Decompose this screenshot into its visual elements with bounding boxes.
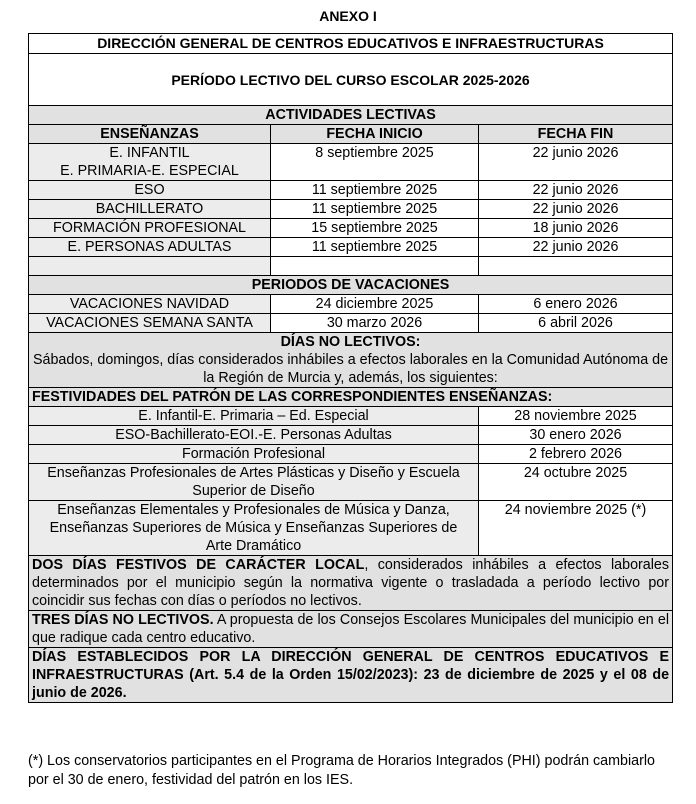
ensenanza-cell: E. PERSONAS ADULTAS bbox=[29, 238, 271, 257]
fecha-inicio-cell: 15 septiembre 2025 bbox=[271, 219, 479, 238]
festividad-name-cell: Enseñanzas Elementales y Profesionales de Música y Danza, Enseñanzas Superiores de Música y Enseñanzas Superiores de Arte Dramático bbox=[29, 501, 479, 556]
fecha-inicio-cell: 24 diciembre 2025 bbox=[271, 295, 479, 314]
empty-cell bbox=[29, 257, 271, 276]
table-row bbox=[29, 407, 673, 426]
table-row bbox=[29, 464, 673, 501]
table-row bbox=[29, 219, 673, 238]
fecha-inicio-cell: 30 marzo 2026 bbox=[271, 314, 479, 333]
actividades-section-title: ACTIVIDADES LECTIVAS bbox=[29, 106, 673, 125]
empty-row bbox=[29, 257, 673, 276]
vacacion-name-cell: VACACIONES NAVIDAD bbox=[29, 295, 271, 314]
table-row bbox=[29, 238, 673, 257]
tres-dias-heading: TRES DÍAS NO LECTIVOS. bbox=[32, 612, 214, 628]
column-header-ensenanzas: ENSEÑANZAS bbox=[29, 125, 271, 144]
dos-dias-text: , considerados inhábiles a efectos laborales determinados por el municipio según la normativa vigente o trasladada a período lectivo por coincidir sus fechas con días o períodos no lectivos. bbox=[32, 557, 670, 609]
table-row bbox=[29, 501, 673, 556]
vacacion-name-cell: VACACIONES SEMANA SANTA bbox=[29, 314, 271, 333]
school-calendar-table bbox=[28, 33, 673, 703]
direction-title: DIRECCIÓN GENERAL DE CENTROS EDUCATIVOS E INFRAESTRUCTURAS bbox=[29, 34, 673, 54]
tres-dias-text: A propuesta de los Consejos Escolares Municipales del municipio en el que radique cada centro educativo. bbox=[32, 612, 669, 646]
table-row bbox=[29, 426, 673, 445]
dos-dias-locales-cell bbox=[29, 556, 673, 611]
fecha-fin-cell: 18 junio 2026 bbox=[479, 219, 673, 238]
table-row bbox=[29, 445, 673, 464]
ensenanza-cell: FORMACIÓN PROFESIONAL bbox=[29, 219, 271, 238]
no-lectivos-cell bbox=[29, 333, 673, 388]
festividad-name-cell: Enseñanzas Profesionales de Artes Plásticas y Diseño y Escuela Superior de Diseño bbox=[29, 464, 479, 501]
table-row bbox=[29, 144, 673, 181]
fecha-fin-cell: 22 junio 2026 bbox=[479, 144, 673, 181]
no-lectivos-title: DÍAS NO LECTIVOS: bbox=[280, 334, 421, 350]
fecha-fin-cell: 22 junio 2026 bbox=[479, 238, 673, 257]
fecha-fin-cell: 6 enero 2026 bbox=[479, 295, 673, 314]
festividad-name-cell: E. Infantil-E. Primaria – Ed. Especial bbox=[29, 407, 479, 426]
document-title: ANEXO I bbox=[319, 8, 377, 24]
festividad-name-cell: ESO-Bachillerato-EOI.-E. Personas Adultas bbox=[29, 426, 479, 445]
column-header-fecha-fin: FECHA FIN bbox=[479, 125, 673, 144]
fecha-inicio-cell: 8 septiembre 2025 bbox=[271, 144, 479, 181]
fecha-fin-cell: 6 abril 2026 bbox=[479, 314, 673, 333]
festividad-name-cell: Formación Profesional bbox=[29, 445, 479, 464]
dias-establecidos-cell: DÍAS ESTABLECIDOS POR LA DIRECCIÓN GENERAL DE CENTROS EDUCATIVOS E INFRAESTRUCTURAS (Art. 5.4 de la Orden 15/02/2023): 23 de diciembre de 2025 y el 08 de junio de 2026. bbox=[29, 648, 673, 703]
table-row bbox=[29, 314, 673, 333]
festividad-date-cell: 24 noviembre 2025 (*) bbox=[479, 501, 673, 556]
festividad-date-cell: 24 octubre 2025 bbox=[479, 464, 673, 501]
column-header-fecha-inicio: FECHA INICIO bbox=[271, 125, 479, 144]
fecha-inicio-cell: 11 septiembre 2025 bbox=[271, 181, 479, 200]
ensenanza-cell: ESO bbox=[29, 181, 271, 200]
ensenanza-cell: E. INFANTIL E. PRIMARIA-E. ESPECIAL bbox=[29, 144, 271, 181]
festividades-section-title: FESTIVIDADES DEL PATRÓN DE LAS CORRESPONDIENTES ENSEÑANZAS: bbox=[29, 388, 673, 407]
ensenanza-cell: BACHILLERATO bbox=[29, 200, 271, 219]
period-title: PERÍODO LECTIVO DEL CURSO ESCOLAR 2025-2026 bbox=[29, 54, 673, 106]
festividad-date-cell: 2 febrero 2026 bbox=[479, 445, 673, 464]
no-lectivos-text: Sábados, domingos, días considerados inhábiles a efectos laborales en la Comunidad Autónoma de la Región de Murcia y, además, los siguientes: bbox=[32, 352, 669, 386]
table-row bbox=[29, 181, 673, 200]
fecha-inicio-cell: 11 septiembre 2025 bbox=[271, 200, 479, 219]
table-row bbox=[29, 295, 673, 314]
fecha-inicio-cell: 11 septiembre 2025 bbox=[271, 238, 479, 257]
empty-cell bbox=[271, 257, 479, 276]
vacaciones-section-title: PERIODOS DE VACACIONES bbox=[29, 276, 673, 295]
festividad-date-cell: 28 noviembre 2025 bbox=[479, 407, 673, 426]
tres-dias-cell bbox=[29, 611, 673, 648]
table-row bbox=[29, 200, 673, 219]
header-row-direction bbox=[29, 34, 673, 54]
dos-dias-heading: DOS DÍAS FESTIVOS DE CARÁCTER LOCAL bbox=[32, 557, 365, 573]
festividad-date-cell: 30 enero 2026 bbox=[479, 426, 673, 445]
fecha-fin-cell: 22 junio 2026 bbox=[479, 200, 673, 219]
empty-cell bbox=[479, 257, 673, 276]
footnote: (*) Los conservatorios participantes en el Programa de Horarios Integrados (PHI) podrán cambiarlo por el 30 de enero, festividad del patrón en los IES. bbox=[28, 753, 655, 788]
fecha-fin-cell: 22 junio 2026 bbox=[479, 181, 673, 200]
header-row-period bbox=[29, 54, 673, 106]
